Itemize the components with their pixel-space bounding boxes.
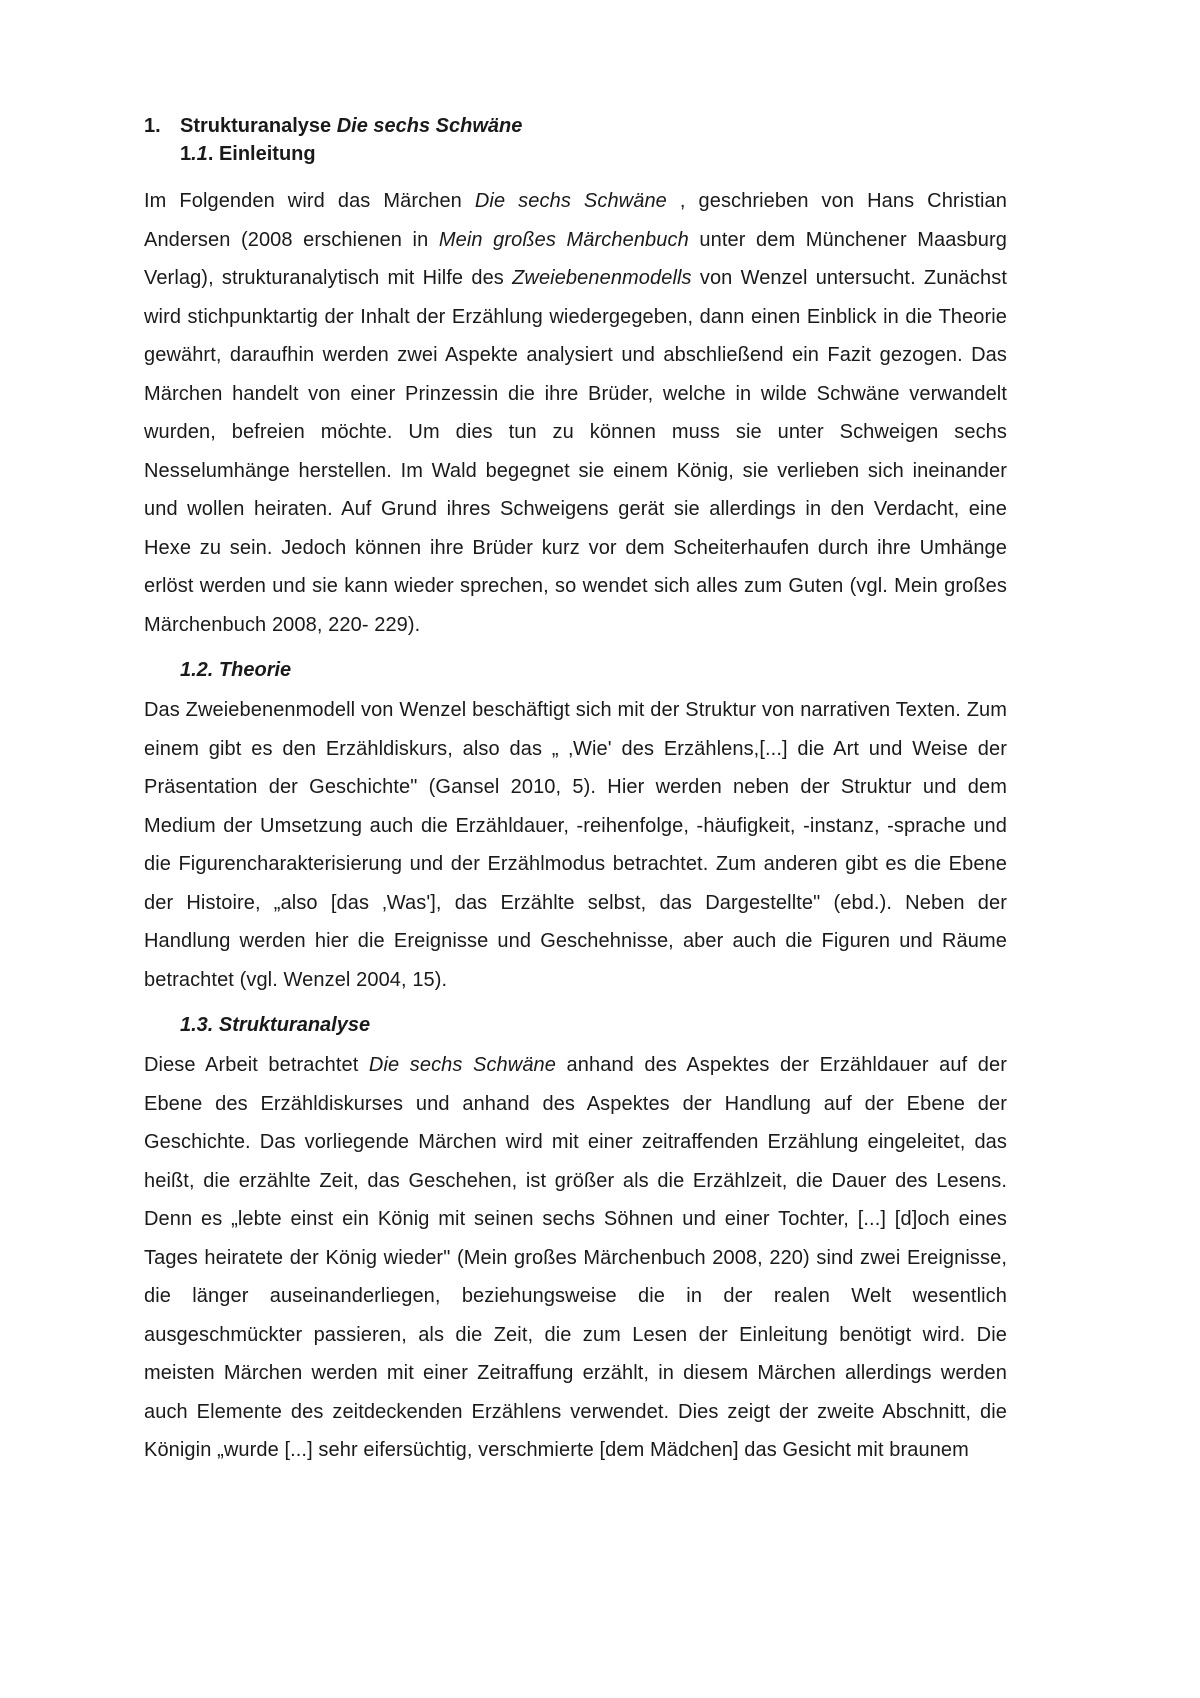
main-heading-label: Strukturanalyse xyxy=(180,115,337,137)
section-number: 1 xyxy=(180,143,192,165)
text-run-italic: Die sechs Schwäne xyxy=(474,190,667,212)
text-run: von Wenzel untersucht. Zunächst wird stichpunktartig der Inhalt der Erzählung wiedergegeben, dann einen Einblick in die Theorie gewährt, daraufhin werden zwei Aspekte analysiert und abschließend ein Fazit gezogen. Das Märchen handelt von einer Prinzessin die ihre Brüder, welche in wilde Schwäne verwandelt wurden, befreien möchte. Um dies tun zu können muss sie unter Schweigen sechs Nesselumhänge herstellen. Im Wald begegnet sie einem König, sie verlieben sich ineinander und wollen heiraten. Auf Grund ihres Schweigens gerät sie allerdings in den Verdacht, eine Hexe zu sein. Jedoch können ihre Brüder kurz vor dem Scheiterhaufen durch ihre Umhänge erlöst werden und sie kann wieder sprechen, so wendet sich alles zum Guten (vgl. Mein großes Märchenbuch 2008, 220- 229). xyxy=(144,267,1007,636)
paragraph-strukturanalyse xyxy=(144,1046,1007,1470)
section-number-suffix: . xyxy=(207,143,219,165)
section-heading-theorie xyxy=(180,656,1007,684)
text-run: anhand des Aspektes der Erzähldauer auf der Ebene des Erzähldiskurses und anhand des Aspektes der Handlung auf der Ebene der Geschichte. Das vorliegende Märchen wird mit einer zeitraffenden Erzählung eingeleitet, das heißt, die erzählte Zeit, das Geschehen, ist größer als die Erzählzeit, die Dauer des Lesens. Denn es „lebte einst ein König mit seinen sechs Söhnen und einer Tochter, [...] [d]och eines Tages heiratete der König wieder" (Mein großes Märchenbuch 2008, 220) sind zwei Ereignisse, die länger auseinanderliegen, beziehungsweise die in der realen Welt wesentlich ausgeschmückter passieren, als die Zeit, die zum Lesen der Einleitung benötigt wird. Die meisten Märchen werden mit einer Zeitraffung erzählt, in diesem Märchen allerdings werden auch Elemente des zeitdeckenden Erzählens verwendet. Dies zeigt der zweite Abschnitt, die Königin „wurde [...] sehr eifersüchtig, verschmierte [dem Mädchen] das Gesicht mit braunem xyxy=(144,1054,1007,1461)
section-heading-einleitung xyxy=(180,140,1007,168)
text-run-italic: Die sechs Schwäne xyxy=(368,1054,556,1076)
section-title: Theorie xyxy=(218,659,292,681)
text-run: , geschrieben von Hans Christian Andersen (2008 erschienen in xyxy=(144,190,1007,251)
text-run-italic: Zweiebenenmodells xyxy=(512,267,692,289)
main-heading-number: 1. xyxy=(144,115,161,137)
section-number: 1.3. xyxy=(180,1014,214,1036)
text-run: Im Folgenden wird das Märchen xyxy=(144,190,475,212)
section-heading-strukturanalyse xyxy=(180,1011,1007,1039)
section-number-italic: .1 xyxy=(191,143,208,165)
main-heading xyxy=(144,112,1007,140)
text-run-italic: Mein großes Märchenbuch xyxy=(438,228,689,251)
section-title: Strukturanalyse xyxy=(218,1014,371,1036)
text-run: unter dem Münchener Maasburg Verlag), strukturanalytisch mit Hilfe des xyxy=(144,228,1007,289)
section-number: 1.2. xyxy=(180,659,214,681)
paragraph-theorie: Das Zweiebenenmodell von Wenzel beschäftigt sich mit der Struktur von narrativen Texten. Zum einem gibt es den Erzähldiskurs, also das „ ‚Wie' des Erzählens,[...] die Art und Weise der Präsentation der Geschichte" (Gansel 2010, 5). Hier werden neben der Struktur und dem Medium der Umsetzung auch die Erzähldauer, -reihenfolge, -häufigkeit, -instanz, -sprache und die Figurencharakterisierung und der Erzählmodus betrachtet. Zum anderen gibt es die Ebene der Histoire, „also [das ‚Was'], das Erzählte selbst, das Dargestellte" (ebd.). Neben der Handlung werden hier die Ereignisse und Geschehnisse, aber auch die Figuren und Räume betrachtet (vgl. Wenzel 2004, 15). xyxy=(144,699,1007,991)
section-title: Einleitung xyxy=(218,143,316,165)
paragraph-einleitung xyxy=(144,182,1007,644)
main-heading-title-italic: Die sechs Schwäne xyxy=(336,115,523,137)
text-run: Diese Arbeit betrachtet xyxy=(144,1054,369,1076)
